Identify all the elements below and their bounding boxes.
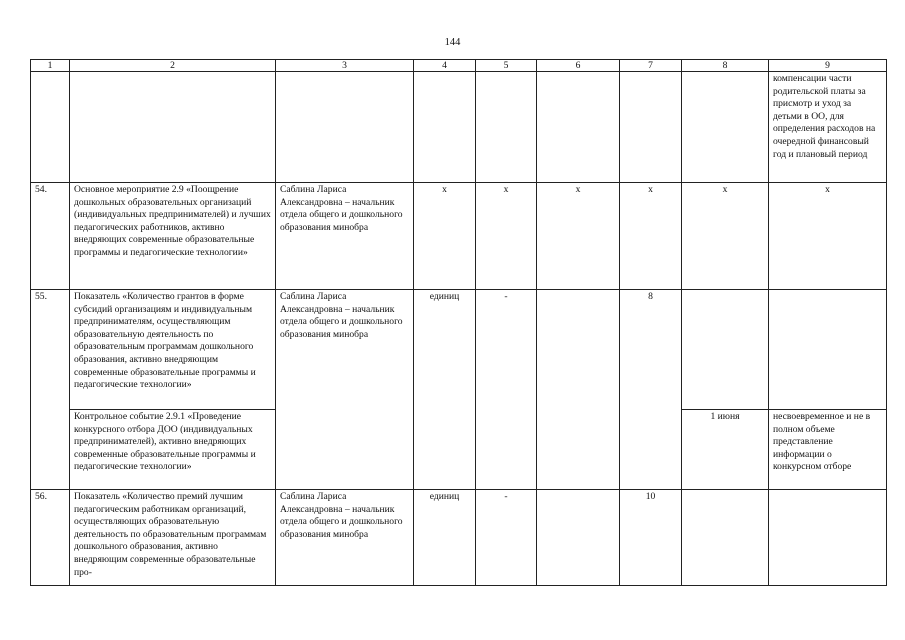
value-cell-7: х [620,183,682,290]
header-cell-5: 5 [476,60,537,72]
responsible-person: Саблина Лариса Александровна – начальник отдела общего и дошкольного образования минобра [276,183,414,290]
date-cell: х [682,183,769,290]
base-value-cell: - [476,290,537,490]
activity-name: Основное мероприятие 2.9 «Поощрение дошкольных образовательных организаций (индивидуальных предпринимателей) и лучших педагогических работников, активно внедряющих современные образовательные программы и педагогические технологии» [70,183,276,290]
header-cell-4: 4 [414,60,476,72]
cell-empty [414,72,476,183]
header-cell-8: 8 [682,60,769,72]
cell-empty [70,72,276,183]
unit-cell: единиц [414,490,476,586]
page-number: 144 [444,37,461,48]
header-cell-2: 2 [70,60,276,72]
cell-empty [276,72,414,183]
cell-empty [476,72,537,183]
header-cell-1: 1 [31,60,70,72]
header-cell-3: 3 [276,60,414,72]
row-number: 54. [31,183,70,290]
header-cell-7: 7 [620,60,682,72]
value-cell-6: х [537,183,620,290]
control-risk: несвоевременное и не в полном объеме представление информации о конкурсном отборе [769,410,887,490]
control-event-name: Контрольное событие 2.9.1 «Проведение конкурсного отбора ДОО (индивидуальных предпринимателей), активно внедряющих современные образовательные программы и педагогические технологии» [70,410,276,490]
value-cell-6 [537,490,620,586]
value-cell-7: 10 [620,490,682,586]
control-date: 1 июня [682,410,769,490]
responsible-person: Саблина Лариса Александровна – начальник отдела общего и дошкольного образования минобра [276,490,414,586]
row-number: 55. [31,290,70,490]
table-row-56 [31,490,887,586]
base-value-cell: - [476,490,537,586]
value-cell-6 [537,290,620,490]
indicator-name: Показатель «Количество грантов в форме субсидий организациям и индивидуальным предпринимателям, осуществляющим образовательную деятельность по образовательным программам дошкольного образования, активно внедряющим современные образовательные программы и педагогические технологии» [70,290,276,410]
indicator-name: Показатель «Количество премий лучшим педагогическим работникам организаций, осуществляющих образовательную деятельность по образовательным программам дошкольного образования, активно внедряющим современные образовательные про- [70,490,276,586]
header-row [31,60,887,72]
base-value-cell: х [476,183,537,290]
date-cell [682,290,769,410]
risk-cell [769,290,887,410]
unit-cell: единиц [414,290,476,490]
unit-cell: х [414,183,476,290]
cell-empty [31,72,70,183]
table-row-55 [31,290,887,410]
table-row-continuation [31,72,887,183]
date-cell [682,490,769,586]
cell-empty [537,72,620,183]
cell-empty [620,72,682,183]
header-cell-6: 6 [537,60,620,72]
plan-table [30,59,887,586]
risk-cell: х [769,183,887,290]
header-cell-9: 9 [769,60,887,72]
table-row-54 [31,183,887,290]
cell-empty [682,72,769,183]
risk-cell [769,490,887,586]
responsible-person: Саблина Лариса Александровна – начальник отдела общего и дошкольного образования минобра [276,290,414,490]
value-cell-7: 8 [620,290,682,490]
risk-text-cell: компенсации части родительской платы за присмотр и уход за детьми в ОО, для определения расходов на очередной финансовый год и плановый период [769,72,887,183]
row-number: 56. [31,490,70,586]
